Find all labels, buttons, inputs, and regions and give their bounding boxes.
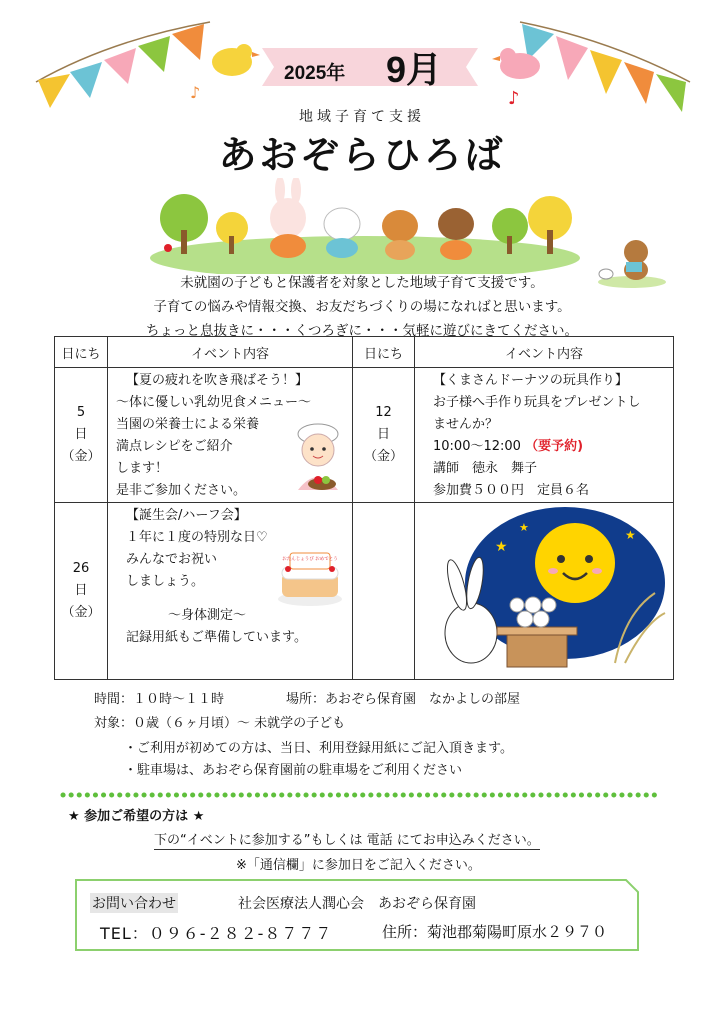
event-line: 参加費５００円 定員６名 [433,483,590,498]
date-cell-26 [55,503,108,680]
contact-label: お問い合わせ [90,893,178,913]
event-line: ～体に優しい乳幼児食メニュー～ [116,395,312,410]
contact-phone[interactable]: TEL：０９６-２８２-８７７７ [100,924,333,943]
apply-note: ※「通信欄」に参加日をご記入ください。 [236,858,481,873]
nutritionist-illustration [288,420,348,494]
event-line: １年に１度の特別な日♡ [126,530,268,545]
contact-organization: 社会医療法人潤心会 あおぞら保育園 [238,896,476,912]
intro-line-3: ちょっと息抜きに・・・くつろぎに・・・気軽に遊びにきてください。 [146,323,578,339]
contact-address: 住所：菊池郡菊陽町原水２９７０ [382,923,608,941]
date-cell-5 [55,368,108,503]
event-line: 是非ご参加ください。 [116,483,247,498]
target-info: 対象：０歳（６ヶ月頃）～ 未就学の子ども [94,716,346,731]
day-unit: 日 [376,427,390,442]
first-time-note: ・ご利用が初めての方は、当日、利用登録用紙にご記入頂きます。 [124,741,513,756]
reservation-required-badge: （要予約) [525,439,584,454]
event-heading: 【くまさんドーナツの玩具作り】 [433,373,628,388]
event-line: ませんか？ [433,417,499,432]
apply-heading: ★ 参加ご希望の方は ★ [68,809,205,824]
time-info: 時間：１０時～１１時 [94,692,225,707]
intro-line-1: 未就園の子どもと保護者を対象とした地域子育て支援です。 [180,275,544,291]
day-weekday: （金） [61,449,101,464]
day-unit: 日 [74,427,88,442]
event-line: しましょう。 [126,574,205,589]
moon-viewing-cell [415,503,674,680]
dotted-divider [60,790,660,800]
day-weekday: （金） [363,449,403,464]
intro-line-2: 子育ての悩みや情報交換、お友だちづくりの場になればと思います。 [153,299,571,315]
event-heading: 【夏の疲れを吹き飛ばそう！】 [126,373,309,388]
subtitle: 地域子育て支援 [299,109,425,125]
day-number: 26 [72,561,90,576]
header-event-2: イベント内容 [415,337,674,368]
event-line: します！ [116,461,169,476]
event-line: ～身体測定～ [168,608,247,623]
event-line: みんなでお祝い [126,552,218,567]
cake-plate-text: おたんじょうび おめでとう [282,557,338,562]
birthday-cake-illustration [276,547,344,607]
day-unit: 日 [74,583,88,598]
event-cell-26 [108,503,353,680]
year-label: 2025年 [284,63,346,84]
header-event-1: イベント内容 [108,337,353,368]
day-number: 12 [375,405,392,420]
event-line: 満点レシピをご紹介 [116,439,233,454]
date-cell-12 [353,368,415,503]
event-line: お子様へ手作り玩具をプレゼントし [433,395,641,410]
event-heading: 【誕生会/ハーフ会】 [126,508,247,523]
header-date-1: 日にち [55,337,108,368]
parking-note: ・駐車場は、あおぞら保育園前の駐車場をご利用ください [124,763,463,778]
day-weekday: （金） [61,605,101,620]
empty-date-cell [353,503,415,680]
event-time-line [433,436,673,458]
event-table [54,336,674,680]
header-date-2: 日にち [353,337,415,368]
table-row [55,503,674,680]
svg-text:♪: ♪ [190,83,201,102]
event-line: 講師 徳永 舞子 [433,461,538,476]
svg-text:★: ★ [519,521,529,534]
table-row [55,368,674,503]
moon-viewing-illustration [415,503,674,675]
event-line: 記録用紙もご準備しています。 [126,630,307,645]
event-line: 当園の栄養士による栄養 [116,417,260,432]
svg-text:★: ★ [625,528,636,542]
svg-text:★: ★ [495,539,508,555]
svg-text:♪: ♪ [508,88,520,109]
place-info: 場所：あおぞら保育園 なかよしの部屋 [286,692,521,707]
page-title: あおぞらひろば [218,133,506,177]
table-header-row [55,337,674,368]
event-cell-5 [108,368,353,503]
apply-instructions: 下の“イベントに参加する”もしくは 電話 にてお申込みください。 [154,829,540,850]
event-cell-12 [415,368,674,503]
animal-meadow-illustration [150,178,580,274]
event-time: 10:00～12:00 [433,439,521,454]
day-number: 5 [76,405,86,420]
month-label: 9月 [386,49,443,90]
